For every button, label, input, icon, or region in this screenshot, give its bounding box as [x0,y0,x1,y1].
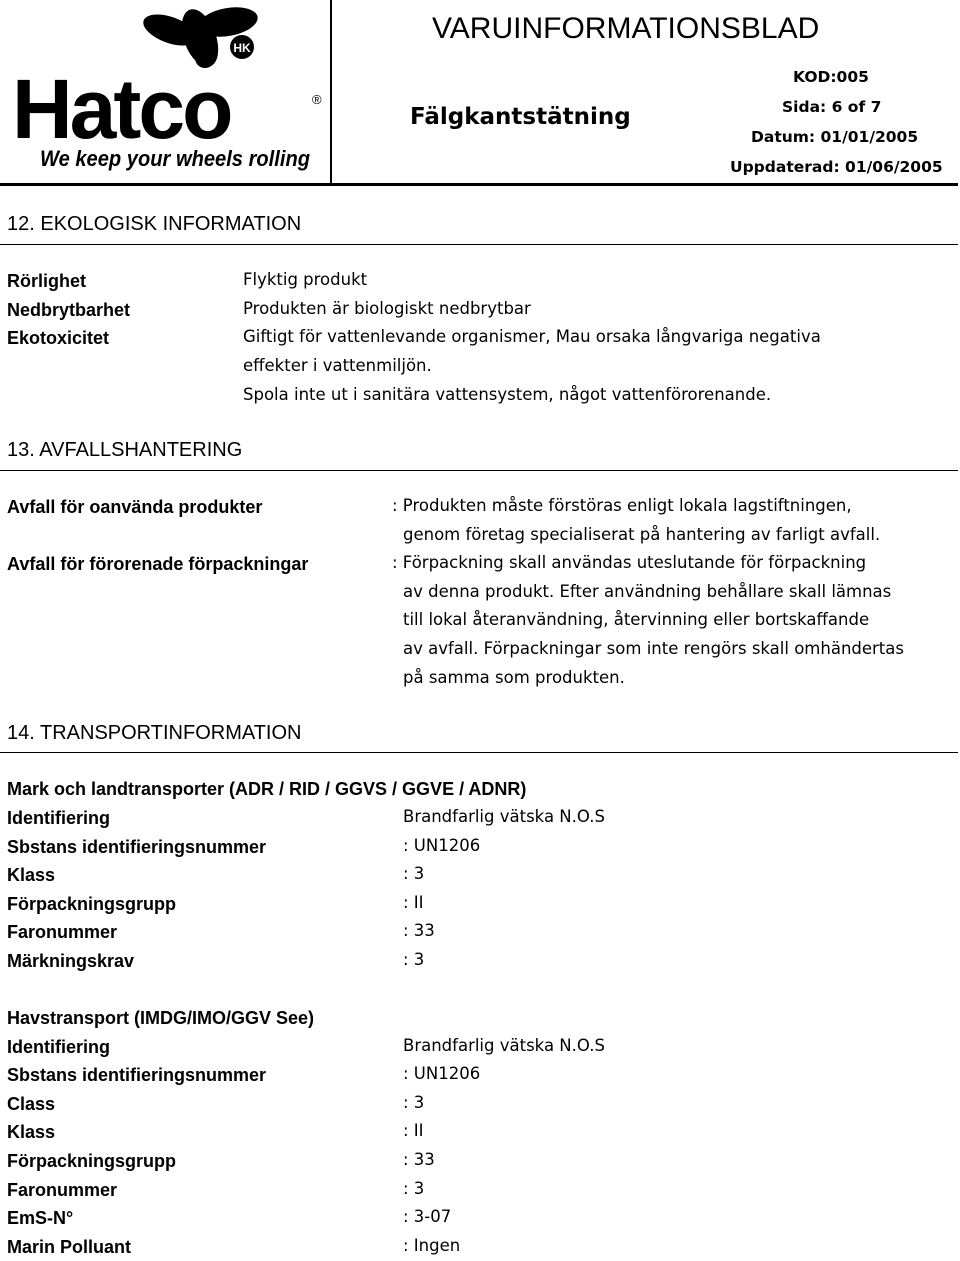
waste-text-line-7: på samma som produkten. [403,668,625,687]
row-value-ekotoxicitet: Giftigt för vattenlevande organismer, Mau orsaka långvariga negativa [243,327,821,346]
land-label-markningskrav: Märkningskrav [7,951,135,971]
land-value-identifiering: Brandfarlig vätska N.O.S [403,807,605,826]
label-avfall-fororenade: Avfall för förorenade förpackningar [7,554,309,574]
brand-tagline: We keep your wheels rolling [40,146,311,171]
page-number: Sida: 6 of 7 [782,98,882,116]
land-value-forpackningsgrupp: : II [403,893,424,912]
hk-badge-text: HK [233,41,251,55]
waste-text-line-5: till lokal återanvändning, återvinning eller bortskaffande [403,610,870,629]
sea-value-forpackningsgrupp: : 33 [403,1150,435,1169]
land-label-identifiering: Identifiering [7,808,110,828]
sea-label-identifieringsnummer: Sbstans identifieringsnummer [7,1065,267,1085]
land-value-markningskrav: : 3 [403,950,425,969]
hatco-logo [0,0,330,183]
land-value-faronummer: : 33 [403,921,435,940]
section-13-title: 13. AVFALLSHANTERING [7,439,243,461]
sea-label-faronummer: Faronummer [7,1180,118,1200]
section-12-divider [0,244,958,245]
logo-area [0,0,332,183]
waste-text-line-4: av denna produkt. Efter användning behållare skall lämnas [403,582,892,601]
sea-transport-title: Havstransport (IMDG/IMO/GGV See) [7,1008,315,1028]
land-label-forpackningsgrupp: Förpackningsgrupp [7,894,177,914]
document-title: VARUINFORMATIONSBLAD [432,12,820,45]
sea-value-klass: : II [403,1121,424,1140]
sea-value-identifiering: Brandfarlig vätska N.O.S [403,1036,605,1055]
waste-text-line-2: genom företag specialiserat på hantering av farligt avfall. [403,525,881,544]
row-value-rorlighet: Flyktig produkt [243,270,368,289]
section-12-title: 12. EKOLOGISK INFORMATION [7,213,302,235]
sea-label-klass: Klass [7,1122,56,1142]
registered-mark: ® [312,92,322,107]
section-14-divider [0,752,958,753]
ekotoxicitet-line-2: effekter i vattenmiljön. [243,356,432,375]
waste-text-line-1: : Produkten måste förstöras enligt lokala lagstiftningen, [392,496,852,515]
sea-label-ems: EmS-N° [7,1208,74,1228]
sea-value-marin-polluant: : Ingen [403,1236,461,1255]
ekotoxicitet-line-3: Spola inte ut i sanitära vattensystem, något vattenförorenande. [243,385,772,404]
document-code: KOD:005 [793,68,869,86]
land-label-klass: Klass [7,865,56,885]
sea-value-ems: : 3-07 [403,1207,452,1226]
land-label-identifieringsnummer: Sbstans identifieringsnummer [7,837,267,857]
land-transport-title: Mark och landtransporter (ADR / RID / GGVS / GGVE / ADNR) [7,779,527,799]
land-value-identifieringsnummer: : UN1206 [403,836,481,855]
sea-label-identifiering: Identifiering [7,1037,110,1057]
waste-text-line-3: : Förpackning skall användas uteslutande för förpackning [392,553,867,572]
updated-date: Uppdaterad: 01/06/2005 [730,158,943,176]
document-date: Datum: 01/01/2005 [751,128,919,146]
sea-value-class: : 3 [403,1093,425,1112]
section-13-divider [0,470,958,471]
sea-value-faronummer: : 3 [403,1179,425,1198]
waste-text-line-6: av avfall. Förpackningar som inte rengörs skall omhändertas [403,639,904,658]
header-divider [0,183,958,186]
sea-label-class: Class [7,1094,56,1114]
sea-value-identifieringsnummer: : UN1206 [403,1064,481,1083]
sea-label-marin-polluant: Marin Polluant [7,1237,132,1257]
land-value-klass: : 3 [403,864,425,883]
product-name: Fälgkantstätning [410,104,631,130]
row-value-nedbrytbarhet: Produkten är biologiskt nedbrytbar [243,299,531,318]
row-label-nedbrytbarhet: Nedbrytbarhet [7,300,131,320]
sea-label-forpackningsgrupp: Förpackningsgrupp [7,1151,177,1171]
document-header [0,0,960,186]
brand-wordmark: Hatco [12,62,231,156]
row-label-ekotoxicitet: Ekotoxicitet [7,328,110,348]
row-label-rorlighet: Rörlighet [7,271,86,291]
section-14-title: 14. TRANSPORTINFORMATION [7,722,302,744]
land-label-faronummer: Faronummer [7,922,118,942]
label-avfall-oanvanda: Avfall för oanvända produkter [7,497,263,517]
